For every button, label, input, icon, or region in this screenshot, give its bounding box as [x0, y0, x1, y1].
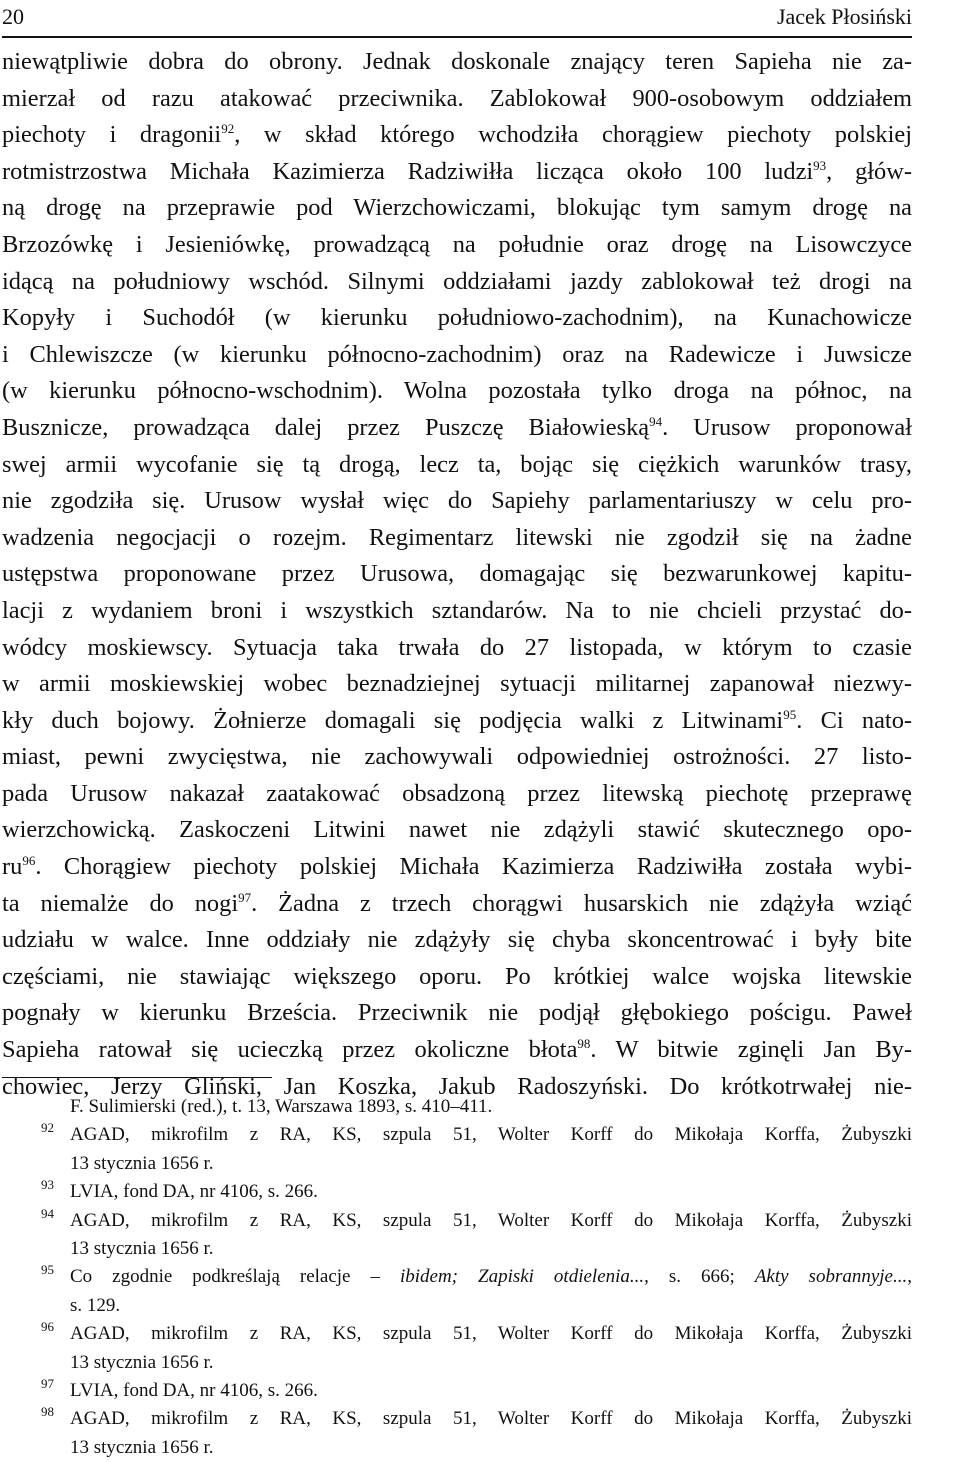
footnote-line	[0, 1121, 912, 1149]
body-line	[2, 483, 912, 520]
text-run: AGAD, mikrofilm z RA, KS, szpula 51, Wolter Korff do Mikołaja Korffa, Żubyszki	[70, 1408, 912, 1430]
text-run: 13 stycznia 1656 r.	[70, 1152, 214, 1174]
body-line	[2, 81, 912, 118]
footnote-line	[0, 1093, 912, 1121]
body-line	[2, 190, 912, 227]
body-line	[2, 337, 912, 374]
text-run: pognały w kierunku Brześcia. Przeciwnik nie podjął głębokiego pościgu. Paweł	[2, 999, 912, 1027]
footnote-line	[0, 1434, 912, 1462]
text-run: (w kierunku północno-wschodnim). Wolna pozostała tylko droga na północ, na	[2, 377, 912, 405]
text-run: s. 129.	[70, 1294, 121, 1316]
body-line	[2, 922, 912, 959]
text-run: i Chlewiszcze (w kierunku północno-zachodnim) oraz na Radewicze i Juwsicze	[2, 340, 912, 368]
text-run: Brzozówkę i Jesieniówkę, prowadzącą na południe oraz drogę na Lisowczyce	[2, 230, 912, 258]
text-run: , w skład którego wchodziła chorągiew piechoty polskiej	[234, 121, 912, 149]
footnote-number: 97	[41, 1376, 54, 1392]
footnote-ref: 93	[813, 157, 827, 173]
text-run: ustępstwa proponowane przez Urusowa, domagając się bezwarunkowej kapitu-	[2, 560, 912, 588]
italic-title: ibidem; Zapiski otdielenia...	[399, 1266, 645, 1288]
body-line	[2, 410, 912, 447]
body-line	[2, 739, 912, 776]
footnote	[0, 1178, 912, 1206]
body-line	[2, 447, 912, 484]
text-run: LVIA, fond DA, nr 4106, s. 266.	[70, 1181, 318, 1203]
footnote	[0, 1207, 912, 1264]
text-run: swej armii wycofanie się tą drogą, lecz ta, bojąc się ciężkich warunków trasy,	[2, 450, 912, 478]
footnote-ref: 95	[783, 706, 797, 722]
footnote-line	[0, 1405, 912, 1433]
text-run: w armii moskiewskiej wobec beznadziejnej sytuacji militarnej zapanował niezwy-	[2, 670, 912, 698]
text-run: . W bitwie zginęli Jan By-	[590, 1036, 912, 1064]
text-run: kły duch bojowy. Żołnierze domagali się podjęcia walki z Litwinami	[2, 706, 784, 734]
footnote-number: 93	[41, 1177, 54, 1193]
footnote-line	[0, 1377, 912, 1405]
text-run: Co zgodnie podkreślają relacje –	[70, 1266, 400, 1288]
body-line	[2, 227, 912, 264]
text-run: 13 stycznia 1656 r.	[70, 1351, 214, 1373]
text-run: 13 stycznia 1656 r.	[70, 1238, 214, 1260]
text-run: ną drogę na przeprawie pod Wierzchowiczami, blokując tym samym drogę na	[2, 194, 912, 222]
text-run: idącą na południowy wschód. Silnymi oddziałami jazdy zablokował też drogi na	[2, 267, 912, 295]
footnote-number: 92	[41, 1120, 54, 1136]
text-run: pada Urusow nakazał zaatakować obsadzoną przez litewską piechotę przeprawę	[2, 779, 912, 807]
body-line	[2, 154, 912, 191]
body-line	[2, 812, 912, 849]
text-run: ru	[2, 853, 23, 881]
text-run: . Ci nato-	[796, 706, 913, 734]
footnote-line	[0, 1320, 912, 1348]
body-text	[2, 44, 912, 1105]
text-run: wadzenia negocjacji o rozejm. Regimentarz litewski nie zgodził się na żadne	[2, 523, 912, 551]
text-run: piechoty i dragonii	[2, 121, 222, 149]
body-line	[2, 849, 912, 886]
text-run: AGAD, mikrofilm z RA, KS, szpula 51, Wolter Korff do Mikołaja Korffa, Żubyszki	[70, 1209, 912, 1231]
text-run: 13 stycznia 1656 r.	[70, 1436, 214, 1458]
text-run: . Urusow proponował	[662, 413, 912, 441]
footnote-line	[0, 1235, 912, 1263]
footnote	[0, 1121, 912, 1178]
body-line	[2, 666, 912, 703]
running-head-author: Jacek Płosiński	[776, 4, 912, 29]
footnote-ref: 92	[221, 121, 235, 137]
footnote-ref: 94	[649, 413, 663, 429]
footnote-number: 94	[41, 1205, 54, 1221]
page-number: 20	[2, 4, 24, 29]
footnote	[0, 1377, 912, 1405]
body-line	[2, 995, 912, 1032]
text-run: wódcy moskiewscy. Sytuacja taka trwała do 27 listopada, w którym to czasie	[2, 633, 912, 661]
body-line	[2, 556, 912, 593]
italic-title: Akty sobrannyje...	[754, 1266, 908, 1288]
text-run: . Żadna z trzech chorągwi husarskich nie zdążyła wziąć	[251, 889, 913, 917]
text-run: ,	[907, 1266, 912, 1288]
body-line	[2, 44, 912, 81]
body-line	[2, 117, 912, 154]
footnote-number: 98	[41, 1404, 54, 1420]
footnote-separator	[2, 1077, 272, 1078]
text-run: mierzał od razu atakować przeciwnika. Zablokował 900-osobowym oddziałem	[2, 84, 912, 112]
text-run: rotmistrzostwa Michała Kazimierza Radziwiłła licząca około 100 ludzi	[2, 157, 814, 185]
text-run: udziału w walce. Inne oddziały nie zdążyły się chyba skoncentrować i były bite	[2, 926, 912, 954]
text-run: ta niemalże do nogi	[2, 889, 239, 917]
body-line	[2, 593, 912, 630]
footnote-ref: 96	[22, 852, 36, 868]
footnote	[0, 1405, 912, 1462]
body-line	[2, 520, 912, 557]
text-run: AGAD, mikrofilm z RA, KS, szpula 51, Wolter Korff do Mikołaja Korffa, Żubyszki	[70, 1124, 912, 1146]
footnotes	[0, 1093, 912, 1462]
running-header	[0, 2, 912, 32]
text-run: częściami, nie stawiając większego oporu. Po krótkiej walce wojska litewskie	[2, 962, 912, 990]
header-rule	[2, 36, 912, 38]
body-line	[2, 1032, 912, 1069]
footnote-line	[0, 1178, 912, 1206]
body-line	[2, 630, 912, 667]
text-run: Kopyły i Suchodół (w kierunku południowo-zachodnim), na Kunachowicze	[2, 304, 912, 332]
footnote	[0, 1093, 912, 1121]
footnote	[0, 1263, 912, 1320]
text-run: lacji z wydaniem broni i wszystkich sztandarów. Na to nie chcieli przystać do-	[2, 596, 912, 624]
text-run: Busznicze, prowadząca dalej przez Puszczę Białowieską	[2, 413, 650, 441]
footnote-number: 95	[41, 1262, 54, 1278]
text-run: chowiec, Jerzy Gliński, Jan Koszka, Jakub Radoszyński. Do krótkotrwałej nie-	[2, 1072, 912, 1100]
footnote-line	[0, 1207, 912, 1235]
text-run: , s. 666;	[644, 1266, 755, 1288]
body-line	[2, 373, 912, 410]
body-line	[2, 703, 912, 740]
footnote-line	[0, 1150, 912, 1178]
body-line	[2, 300, 912, 337]
text-run: AGAD, mikrofilm z RA, KS, szpula 51, Wolter Korff do Mikołaja Korffa, Żubyszki	[70, 1323, 912, 1345]
text-run: F. Sulimierski (red.), t. 13, Warszawa 1893, s. 410–411.	[70, 1096, 493, 1117]
text-run: . Chorągiew piechoty polskiej Michała Kazimierza Radziwiłła została wybi-	[35, 853, 912, 881]
body-line	[2, 886, 912, 923]
text-run: niewątpliwie dobra do obrony. Jednak doskonale znający teren Sapieha nie za-	[2, 48, 912, 75]
text-run: , głów-	[826, 157, 912, 185]
text-run: Sapieha ratował się ucieczką przez okoliczne błota	[2, 1036, 578, 1064]
text-run: nie zgodziła się. Urusow wysłał więc do Sapiehy parlamentariuszy w celu pro-	[2, 487, 912, 515]
text-run: LVIA, fond DA, nr 4106, s. 266.	[70, 1380, 318, 1402]
footnote-line	[0, 1263, 912, 1291]
footnote-line	[0, 1349, 912, 1377]
text-run: miast, pewni zwycięstwa, nie zachowywali odpowiedniej ostrożności. 27 listo-	[2, 743, 912, 771]
footnote-line	[0, 1292, 912, 1320]
footnote-ref: 97	[238, 889, 252, 905]
text-run: wierzchowicką. Zaskoczeni Litwini nawet nie zdążyli stawić skutecznego opo-	[2, 816, 912, 844]
body-line	[2, 959, 912, 996]
body-line	[2, 776, 912, 813]
footnote-number: 96	[41, 1319, 54, 1335]
body-line	[2, 264, 912, 301]
footnote	[0, 1320, 912, 1377]
footnote-ref: 98	[577, 1035, 591, 1051]
